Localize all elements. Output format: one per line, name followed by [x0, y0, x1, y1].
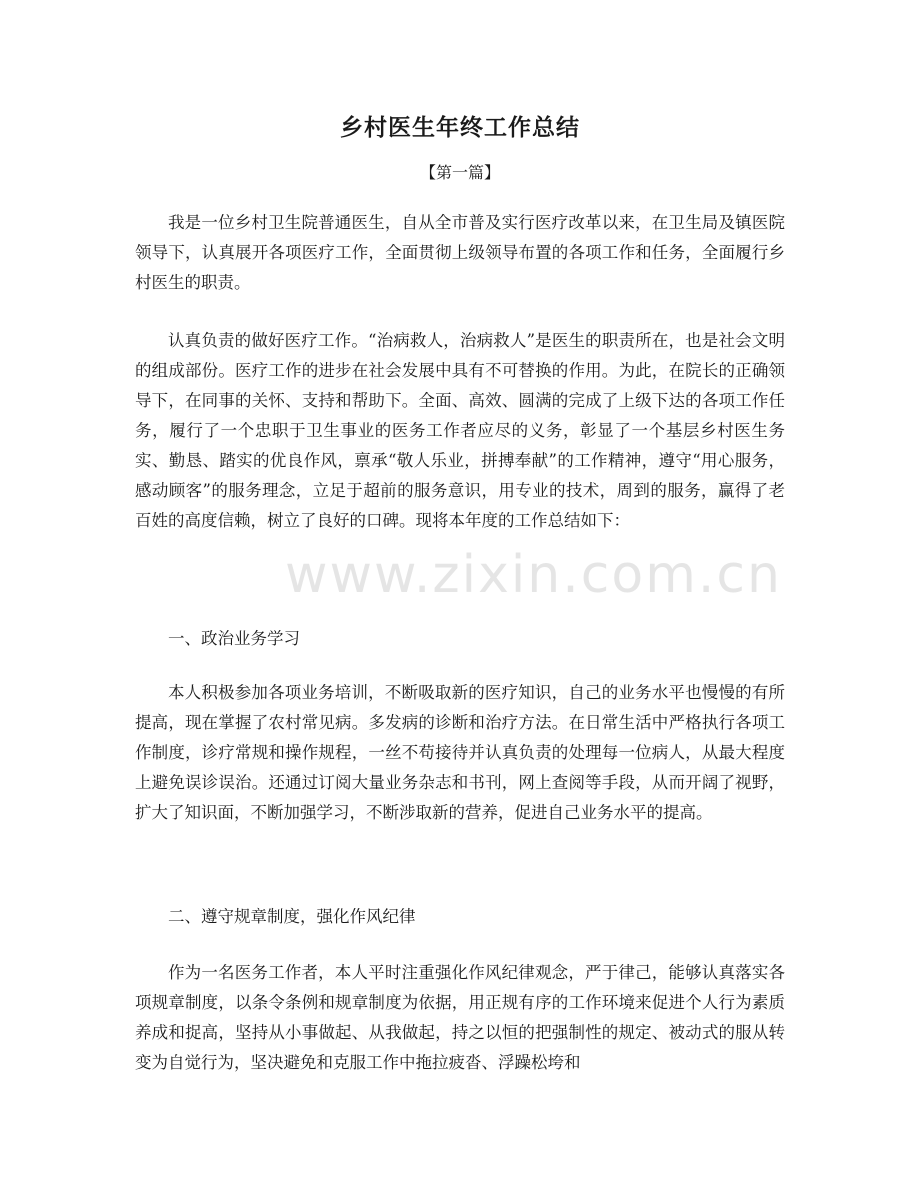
document-title: 乡村医生年终工作总结	[340, 114, 580, 141]
paragraph-study: 本人积极参加各项业务培训，不断吸取新的医疗知识，自己的业务水平也慢慢的有所提高，现在掌握了农村常见病。多发病的诊断和治疗方法。在日常生活中严格执行各项工作制度，诊疗常规和操作规程，一丝不苟接待并认真负责的处理每一位病人，从最大程度上避免误诊误治。还通过订阅大量业务杂志和书刊，网上查阅等手段，从而开阔了视野，扩大了知识面，不断加强学习，不断涉取新的营养，促进自己业务水平的提高。	[135, 683, 785, 822]
paragraph-intro: 我是一位乡村卫生院普通医生，自从全市普及实行医疗改革以来，在卫生局及镇医院领导下，认真展开各项医疗工作，全面贯彻上级领导布置的各项工作和任务，全面履行乡村医生的职责。	[135, 213, 785, 292]
watermark: www.zixin.com.cn	[285, 545, 782, 605]
section-heading-discipline: 二、遵守规章制度，强化作风纪律	[168, 907, 416, 926]
document-subtitle: 【第一篇】	[419, 163, 500, 182]
paragraph-discipline: 作为一名医务工作者，本人平时注重强化作风纪律观念，严于律己，能够认真落实各项规章制度，以条令条例和规章制度为依据，用正规有序的工作环境来促进个人行为素质养成和捉高，坚持从小事做起、从我做起，持之以恒的把强制性的规定、被动式的服从转变为自觉行为，坚决避免和克服工作中拖拉疲沓、浮躁松垮和	[135, 963, 785, 1072]
paragraph-medical-work: 认真负责的做好医疗工作。“治病救人，治病救人”是医生的职责所在，也是社会文明的组成部份。医疗工作的进步在社会发展中具有不可替换的作用。为此，在院长的正确领导下，在同事的关怀、支持和帮助下。全面、高效、圆满的完成了上级下达的各项工作任务，履行了一个忠职于卫生事业的医务工作者应尽的义务，彰显了一个基层乡村医生务实、勤恳、踏实的优良作风，禀承“敬人乐业，拼搏奉献”的工作精神，遵守“用心服务，感动顾客”的服务理念，立足于超前的服务意识，用专业的技术，周到的服务，赢得了老百姓的高度信赖，树立了良好的口碑。现将本年度的工作总结如下：	[135, 331, 785, 530]
section-heading-political-study: 一、政治业务学习	[168, 629, 300, 648]
